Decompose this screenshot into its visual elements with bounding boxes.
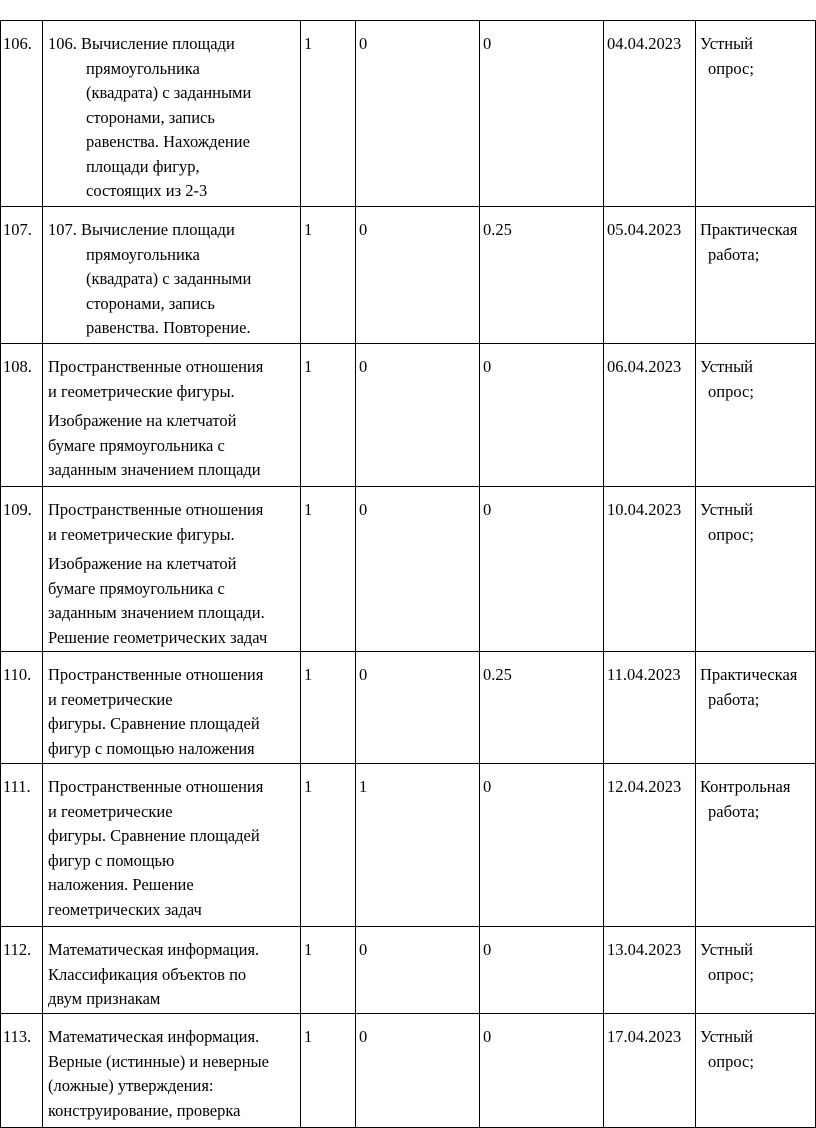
topic-line: наложения. Решение: [48, 875, 194, 894]
control-form-line: Устный: [700, 500, 753, 519]
table-row: [1, 21, 816, 207]
lesson-topic-cell: [43, 927, 301, 1014]
control-form-line: опрос;: [708, 1051, 754, 1071]
lesson-date: 04.04.2023: [607, 34, 682, 53]
control-form-cell: [696, 344, 816, 487]
practice-value: 0: [483, 1027, 492, 1046]
practical-work-cell: [480, 207, 604, 344]
control-form-line: Устный: [700, 1027, 753, 1046]
practice-value: 0.25: [483, 665, 512, 684]
control-form-line: опрос;: [708, 964, 754, 984]
lesson-number: 108.: [3, 357, 32, 376]
control-value: 0: [359, 34, 368, 53]
topic-line: и геометрические: [48, 801, 173, 821]
lesson-topic-cell: [43, 1014, 301, 1128]
practice-value: 0: [483, 500, 492, 519]
control-form-cell: [696, 927, 816, 1014]
date-cell: [604, 21, 696, 207]
date-cell: [604, 207, 696, 344]
lesson-topic-cell: [43, 652, 301, 764]
table-row: [1, 927, 816, 1014]
topic-line: Математическая информация.: [48, 940, 260, 959]
control-form-line: Устный: [700, 34, 753, 53]
control-work-cell: [356, 207, 480, 344]
table-row: [1, 1014, 816, 1128]
control-value: 0: [359, 220, 368, 239]
control-form-line: Устный: [700, 357, 753, 376]
topic-line: и геометрические фигуры.: [48, 381, 235, 401]
topic-line: состоящих из 2-3: [86, 181, 208, 200]
practical-work-cell: [480, 1014, 604, 1128]
topic-line: 107. Вычисление площади: [48, 220, 235, 239]
topic-line: Решение геометрических задач: [48, 627, 268, 647]
control-form-cell: [696, 652, 816, 764]
hours-value: 1: [304, 777, 313, 796]
control-value: 0: [359, 1027, 368, 1046]
control-form-line: опрос;: [708, 524, 754, 544]
topic-line: Математическая информация.: [48, 1027, 260, 1046]
control-form-line: Практическая: [700, 220, 798, 239]
topic-line: Пространственные отношения: [48, 665, 264, 684]
topic-line: (квадрата) с заданными: [86, 83, 252, 102]
hours-cell: [301, 927, 356, 1014]
practice-value: 0: [483, 357, 492, 376]
topic-line: фигуры. Сравнение площадей: [48, 826, 260, 845]
lesson-date: 13.04.2023: [607, 940, 682, 959]
topic-line: и геометрические: [48, 689, 173, 709]
practical-work-cell: [480, 344, 604, 487]
topic-line: бумаге прямоугольника с: [48, 578, 225, 598]
topic-line: заданным значением площади.: [48, 603, 265, 622]
lesson-number-cell: [1, 344, 43, 487]
date-cell: [604, 927, 696, 1014]
topic-line: геометрических задач: [48, 899, 202, 919]
hours-value: 1: [304, 357, 313, 376]
practical-work-cell: [480, 21, 604, 207]
control-value: 0: [359, 500, 368, 519]
topic-line: заданным значением площади: [48, 460, 261, 479]
hours-cell: [301, 652, 356, 764]
topic-line: равенства. Повторение.: [86, 318, 251, 337]
topic-line: прямоугольника: [86, 58, 200, 78]
control-work-cell: [356, 487, 480, 652]
control-form-line: опрос;: [708, 381, 754, 401]
lesson-plan-body: [1, 21, 816, 1128]
control-form-line: работа;: [708, 689, 760, 709]
lesson-number: 112.: [3, 940, 32, 959]
hours-cell: [301, 764, 356, 927]
topic-line: 106. Вычисление площади: [48, 34, 235, 53]
lesson-date: 06.04.2023: [607, 357, 682, 376]
date-cell: [604, 487, 696, 652]
control-form-line: Устный: [700, 940, 753, 959]
topic-line: и геометрические фигуры.: [48, 524, 235, 544]
topic-line: Изображение на клетчатой: [48, 411, 237, 430]
topic-line: бумаге прямоугольника с: [48, 435, 225, 455]
topic-line: Пространственные отношения: [48, 500, 264, 519]
topic-line: Пространственные отношения: [48, 777, 264, 796]
control-form-cell: [696, 21, 816, 207]
control-form-cell: [696, 487, 816, 652]
table-row: [1, 652, 816, 764]
table-row: [1, 487, 816, 652]
date-cell: [604, 344, 696, 487]
lesson-plan-table: [0, 20, 816, 1128]
lesson-topic-cell: [43, 21, 301, 207]
hours-cell: [301, 21, 356, 207]
lesson-number-cell: [1, 927, 43, 1014]
control-form-line: Практическая: [700, 665, 798, 684]
control-form-line: работа;: [708, 244, 760, 264]
practice-value: 0: [483, 34, 492, 53]
practice-value: 0: [483, 940, 492, 959]
control-value: 0: [359, 357, 368, 376]
control-work-cell: [356, 344, 480, 487]
topic-line: Изображение на клетчатой: [48, 554, 237, 573]
practical-work-cell: [480, 487, 604, 652]
hours-value: 1: [304, 1027, 313, 1046]
lesson-number: 113.: [3, 1027, 32, 1046]
date-cell: [604, 1014, 696, 1128]
practical-work-cell: [480, 927, 604, 1014]
control-value: 0: [359, 665, 368, 684]
lesson-number-cell: [1, 207, 43, 344]
lesson-number-cell: [1, 764, 43, 927]
topic-line: прямоугольника: [86, 244, 200, 264]
hours-cell: [301, 487, 356, 652]
lesson-date: 11.04.2023: [607, 665, 681, 684]
lesson-number: 111.: [3, 777, 31, 796]
lesson-topic-cell: [43, 344, 301, 487]
lesson-topic-cell: [43, 764, 301, 927]
table-row: [1, 764, 816, 927]
control-form-cell: [696, 207, 816, 344]
lesson-number-cell: [1, 652, 43, 764]
hours-value: 1: [304, 940, 313, 959]
control-form-cell: [696, 1014, 816, 1128]
topic-line: фигур с помощью наложения: [48, 738, 255, 758]
hours-cell: [301, 344, 356, 487]
lesson-topic-cell: [43, 487, 301, 652]
lesson-number-cell: [1, 1014, 43, 1128]
hours-cell: [301, 207, 356, 344]
date-cell: [604, 764, 696, 927]
hours-cell: [301, 1014, 356, 1128]
lesson-number: 106.: [3, 34, 32, 53]
control-form-line: работа;: [708, 801, 760, 821]
lesson-date: 12.04.2023: [607, 777, 682, 796]
control-form-line: опрос;: [708, 58, 754, 78]
lesson-topic-cell: [43, 207, 301, 344]
control-work-cell: [356, 652, 480, 764]
control-work-cell: [356, 1014, 480, 1128]
topic-line: сторонами, запись: [86, 293, 215, 313]
topic-line: площади фигур,: [86, 156, 200, 176]
control-form-cell: [696, 764, 816, 927]
control-value: 0: [359, 940, 368, 959]
topic-line: фигур с помощью: [48, 850, 175, 870]
topic-line: двум признакам: [48, 989, 161, 1008]
hours-value: 1: [304, 665, 313, 684]
control-value: 1: [359, 777, 368, 796]
practice-value: 0.25: [483, 220, 512, 239]
topic-line: Пространственные отношения: [48, 357, 264, 376]
table-row: [1, 207, 816, 344]
lesson-date: 17.04.2023: [607, 1027, 682, 1046]
practical-work-cell: [480, 652, 604, 764]
lesson-date: 10.04.2023: [607, 500, 682, 519]
control-form-line: Контрольная: [700, 777, 791, 796]
lesson-number-cell: [1, 21, 43, 207]
topic-line: (ложные) утверждения:: [48, 1076, 214, 1095]
hours-value: 1: [304, 500, 313, 519]
control-work-cell: [356, 764, 480, 927]
topic-line: Классификация объектов по: [48, 964, 247, 984]
table-row: [1, 344, 816, 487]
date-cell: [604, 652, 696, 764]
lesson-number: 107.: [3, 220, 32, 239]
practical-work-cell: [480, 764, 604, 927]
topic-line: конструирование, проверка: [48, 1100, 241, 1120]
control-work-cell: [356, 927, 480, 1014]
control-work-cell: [356, 21, 480, 207]
topic-line: Верные (истинные) и неверные: [48, 1051, 269, 1071]
hours-value: 1: [304, 220, 313, 239]
topic-line: равенства. Нахождение: [86, 132, 250, 151]
lesson-number: 109.: [3, 500, 32, 519]
topic-line: фигуры. Сравнение площадей: [48, 714, 260, 733]
practice-value: 0: [483, 777, 492, 796]
topic-line: (квадрата) с заданными: [86, 269, 252, 288]
hours-value: 1: [304, 34, 313, 53]
lesson-number: 110.: [3, 665, 32, 684]
topic-line: сторонами, запись: [86, 107, 215, 127]
lesson-number-cell: [1, 487, 43, 652]
lesson-date: 05.04.2023: [607, 220, 682, 239]
